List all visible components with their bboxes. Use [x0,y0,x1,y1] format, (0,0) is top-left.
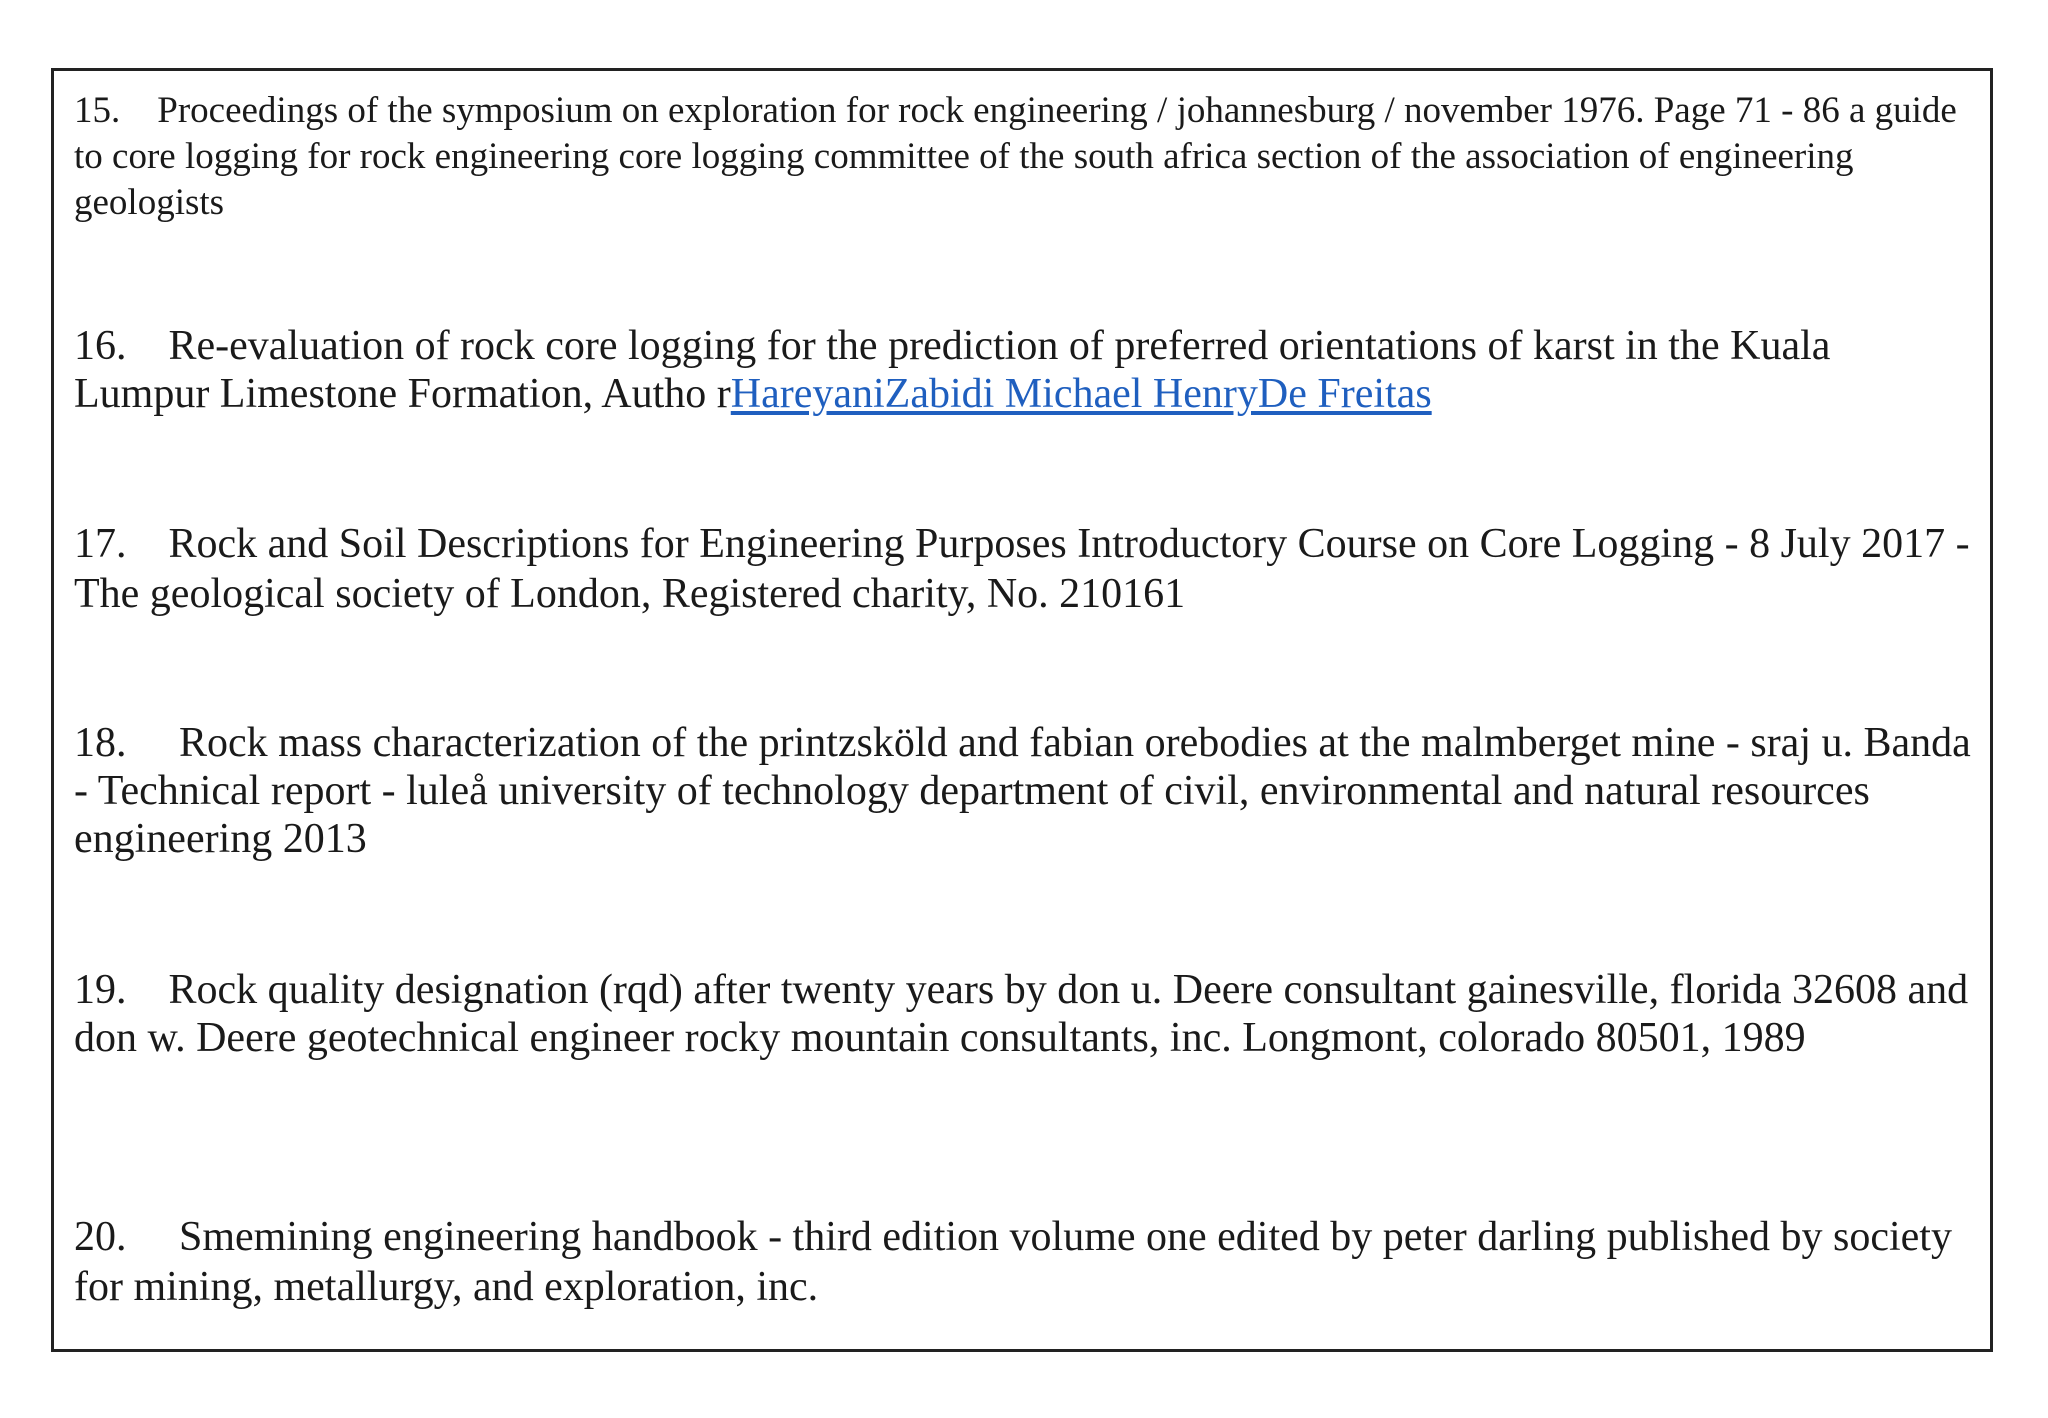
reference-19 [74,966,1979,1062]
reference-text: Rock quality designation (rqd) after twenty years by don u. Deere consultant gainesville, florida 32608 and don w. Deere geotechnical engineer rocky mountain consultants, inc. Longmont, colorado 80501, 1989 [74,967,1979,1061]
reference-number: 15. [74,90,121,131]
reference-20 [74,1212,1974,1312]
reference-number: 18. [74,720,127,766]
reference-text: Re-evaluation of rock core logging for the prediction of preferred orientations of karst in the Kuala Lumpur Limestone Formation, Autho r [74,323,1841,417]
reference-gap [127,967,169,1013]
reference-number: 19. [74,967,127,1013]
reference-16 [74,322,1974,418]
reference-box [51,68,1993,1352]
reference-18 [74,719,1982,863]
reference-number: 17. [74,521,127,567]
reference-gap [127,720,180,766]
reference-text: Proceedings of the symposium on exploration for rock engineering / johannesburg / november 1976. Page 71 - 86 a guide to core logging for rock engineering core logging committee of the south africa section of the association of engineering geologists [74,90,1967,223]
reference-gap [127,323,169,369]
reference-text: Rock and Soil Descriptions for Engineering Purposes Introductory Course on Core Logging - 8 July 2017 - The geological society of London, Registered charity, No. 210161 [74,521,1980,617]
reference-number: 20. [74,1214,127,1260]
reference-text: Rock mass characterization of the printzsköld and fabian orebodies at the malmberget mine - sraj u. Banda - Technical report - luleå university of technology department of civil, environmental and natural resources engineering 2013 [74,720,1982,862]
reference-15 [74,88,1974,226]
reference-number: 16. [74,323,127,369]
reference-17 [74,519,1980,619]
author-link[interactable]: HareyaniZabidi Michael HenryDe Freitas [730,371,1432,417]
reference-gap [127,521,169,567]
reference-gap [120,90,157,131]
reference-text: Smemining engineering handbook - third edition volume one edited by peter darling published by society for mining, metallurgy, and exploration, inc. [74,1214,1963,1310]
reference-gap [127,1214,180,1260]
